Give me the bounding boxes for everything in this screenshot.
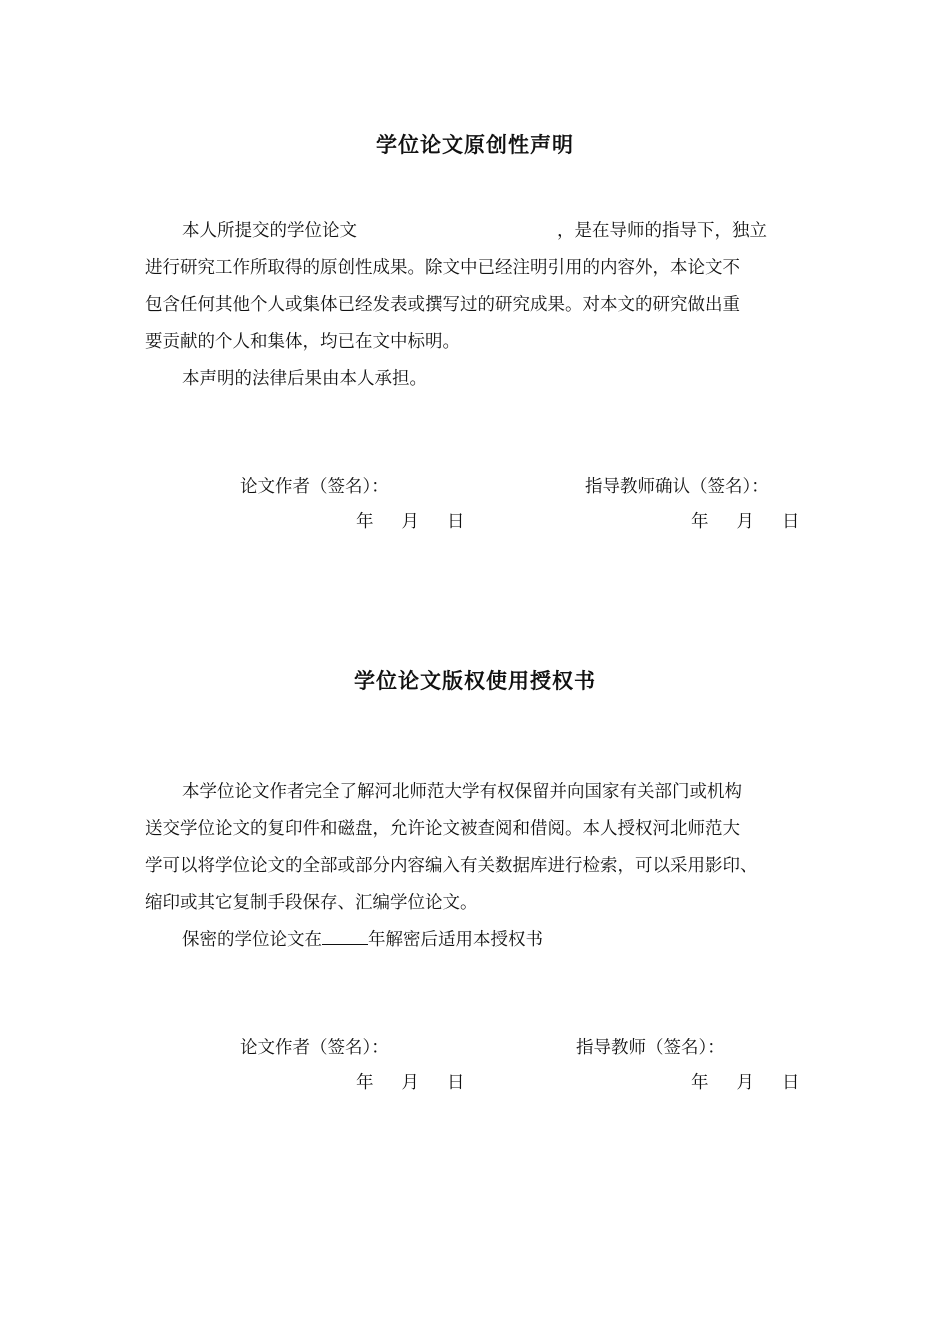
date-year: 年 [356, 1073, 374, 1093]
date-day: 日 [447, 1073, 465, 1093]
advisor-date-2 [691, 1071, 800, 1095]
years-blank [322, 930, 368, 945]
confidential-line [182, 928, 543, 952]
declaration-line-1-start: 本人所提交的学位论文 [182, 221, 357, 241]
copyright-authorization-title: 学位论文版权使用授权书 [354, 669, 596, 693]
author-signature-label-2: 论文作者（签名）： [240, 1038, 389, 1058]
authorization-line-4: 缩印或其它复制手段保存、汇编学位论文。 [145, 893, 478, 913]
author-date [356, 510, 465, 534]
authorization-line-2: 送交学位论文的复印件和磁盘，允许论文被查阅和借阅。本人授权河北师范大 [145, 819, 740, 839]
declaration-line-1 [182, 219, 767, 243]
date-year: 年 [691, 512, 709, 532]
declaration-line-4: 要贡献的个人和集体，均已在文中标明。 [145, 332, 460, 352]
author-signature-label: 论文作者（签名）： [240, 477, 389, 497]
declaration-legal-line: 本声明的法律后果由本人承担。 [182, 369, 427, 389]
date-month: 月 [736, 1073, 754, 1093]
confidential-line-start: 保密的学位论文在 [182, 930, 322, 950]
advisor-date [691, 510, 800, 534]
authorization-line-1: 本学位论文作者完全了解河北师范大学有权保留并向国家有关部门或机构 [182, 782, 742, 802]
authorization-line-3: 学可以将学位论文的全部或部分内容编入有关数据库进行检索，可以采用影印、 [145, 856, 758, 876]
confidential-line-end: 年解密后适用本授权书 [368, 930, 543, 950]
declaration-line-2: 进行研究工作所取得的原创性成果。除文中已经注明引用的内容外，本论文不 [145, 258, 740, 278]
advisor-signature-label-2: 指导教师（签名）： [576, 1038, 725, 1058]
date-month: 月 [736, 512, 754, 532]
date-year: 年 [356, 512, 374, 532]
date-month: 月 [401, 1073, 419, 1093]
declaration-line-3: 包含任何其他个人或集体已经发表或撰写过的研究成果。对本文的研究做出重 [145, 295, 740, 315]
date-year: 年 [691, 1073, 709, 1093]
declaration-line-1-end: ，是在导师的指导下，独立 [557, 221, 767, 241]
date-day: 日 [447, 512, 465, 532]
date-day: 日 [782, 512, 800, 532]
date-month: 月 [401, 512, 419, 532]
author-date-2 [356, 1071, 465, 1095]
originality-declaration-title: 学位论文原创性声明 [376, 133, 574, 157]
advisor-confirm-signature-label: 指导教师确认（签名）： [585, 477, 769, 497]
date-day: 日 [782, 1073, 800, 1093]
